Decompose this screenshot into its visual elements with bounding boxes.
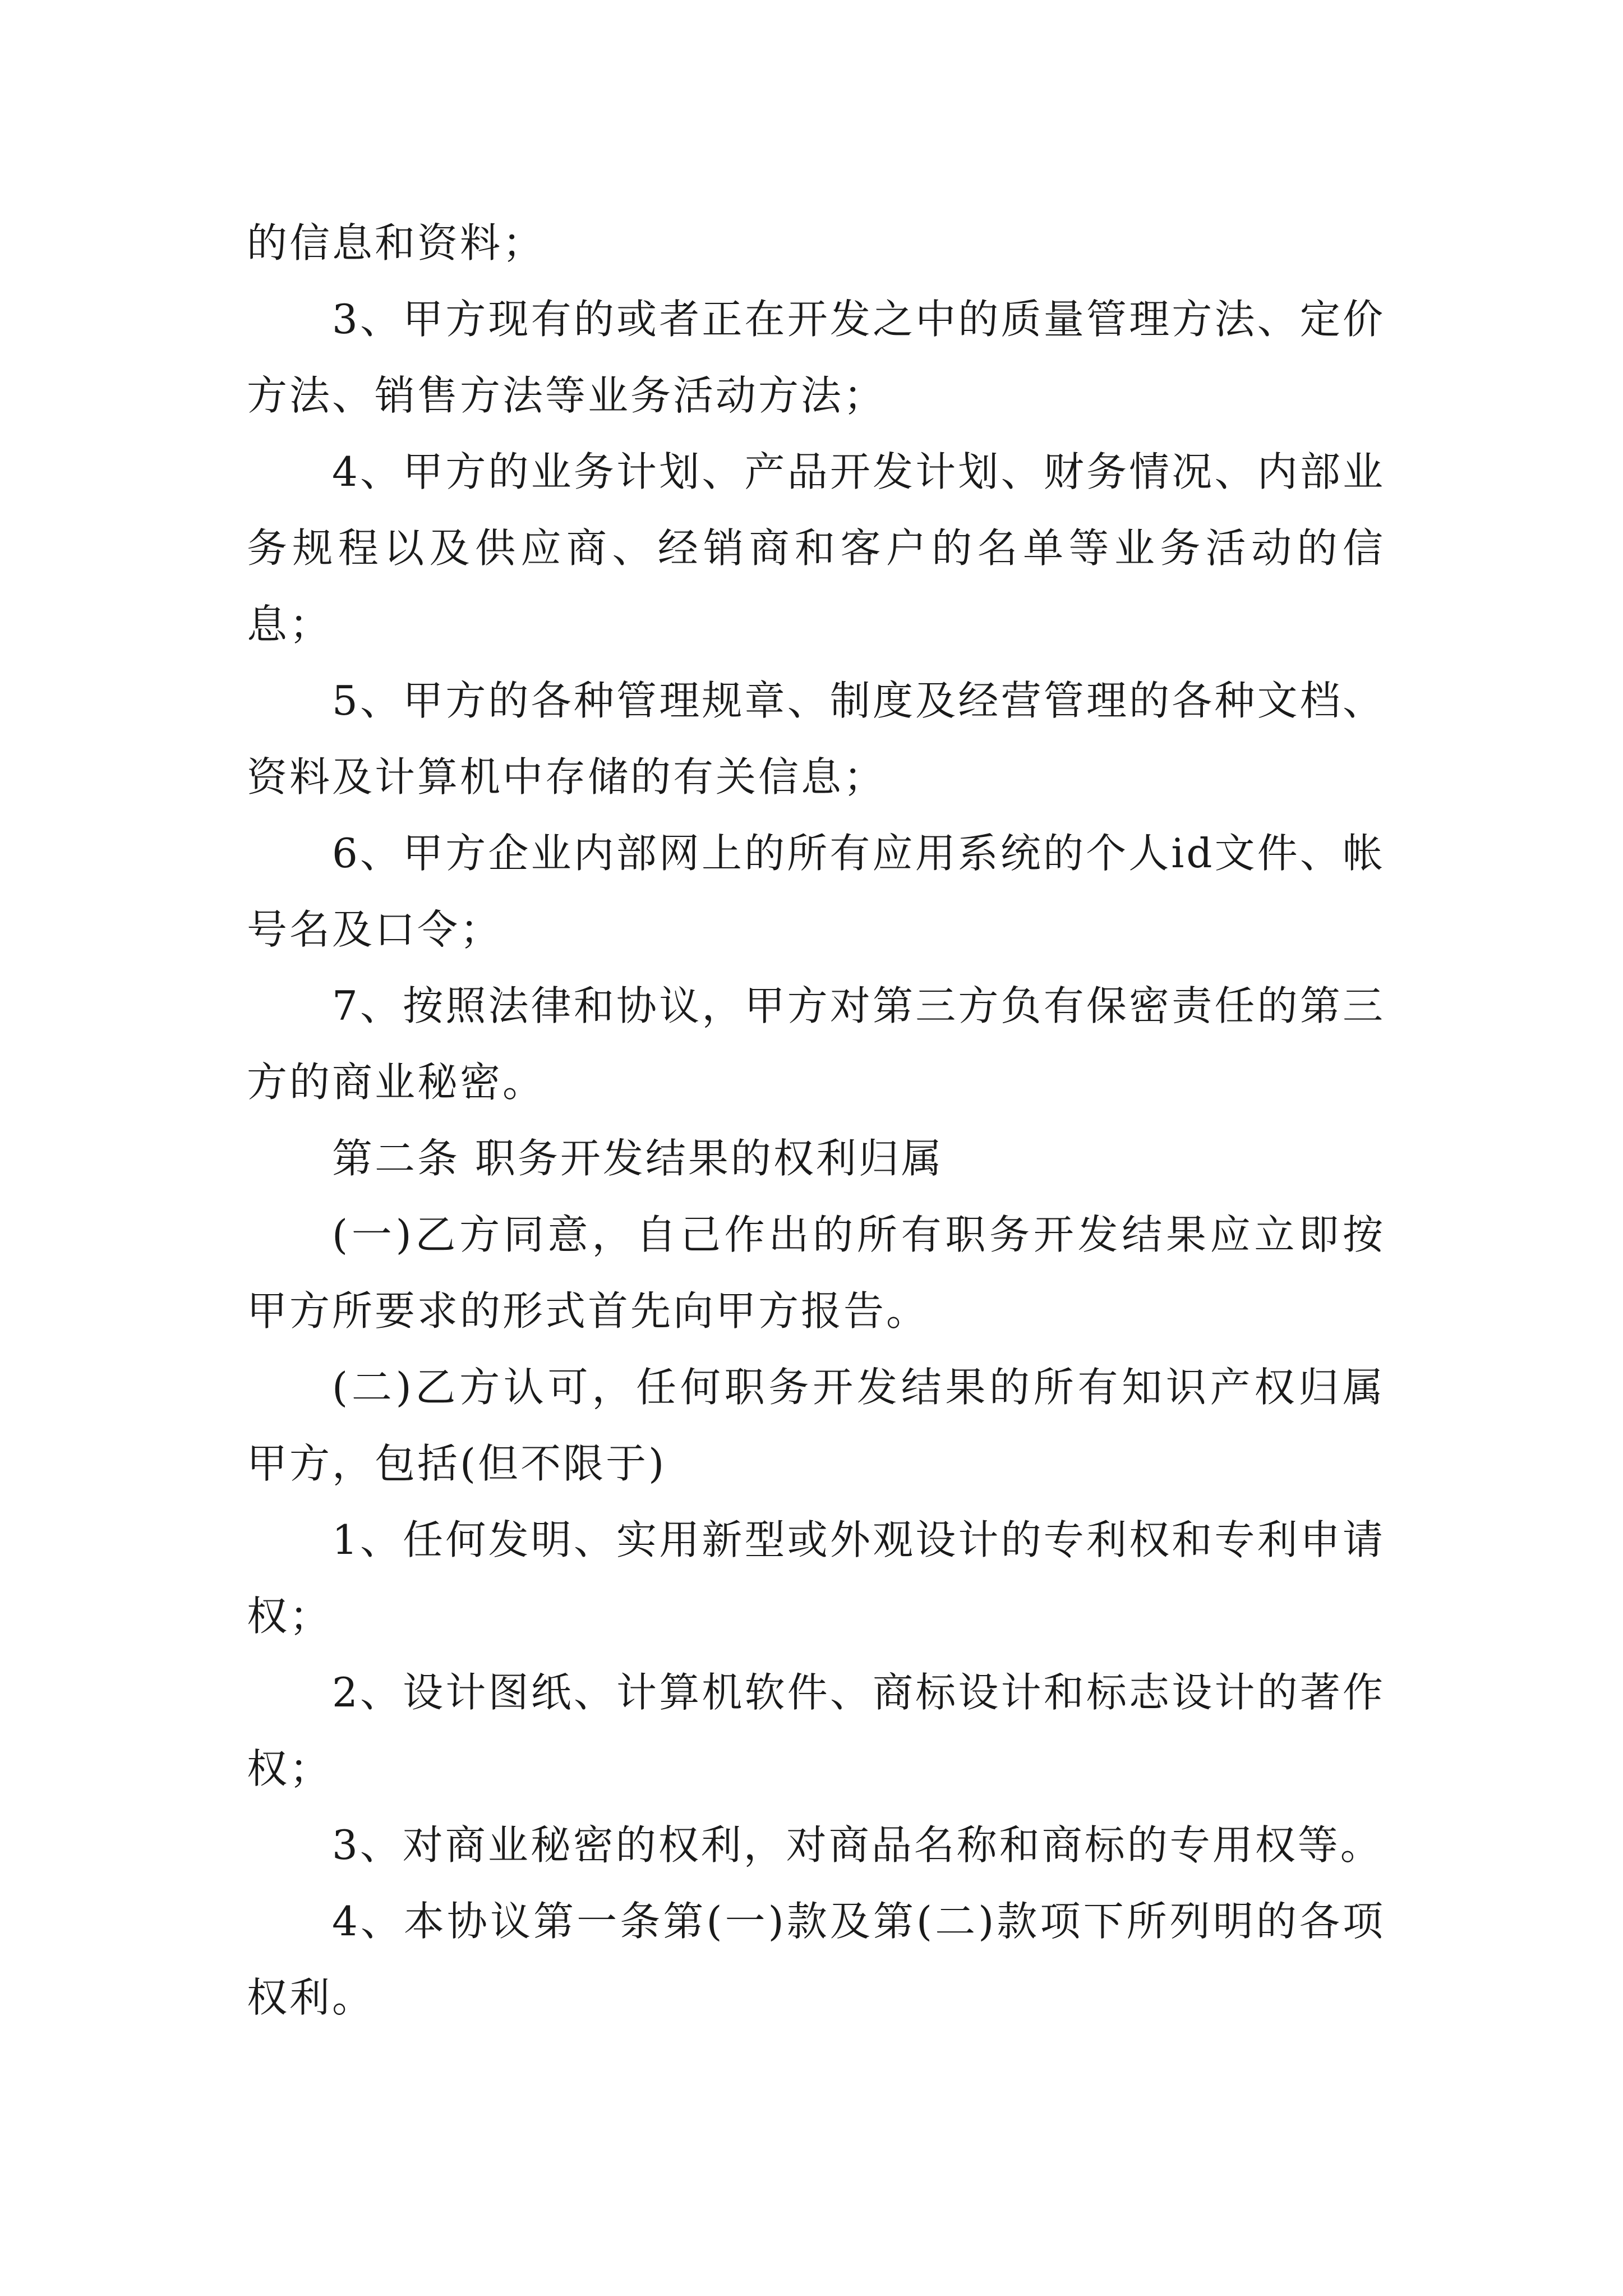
- paragraph-item-5: 5、甲方的各种管理规章、制度及经营管理的各种文档、资料及计算机中存储的有关信息；: [247, 677, 1385, 800]
- rights-item-1: 1、任何发明、实用新型或外观设计的专利权和专利申请权；: [247, 1516, 1385, 1640]
- paragraph-continuation: 的信息和资料；: [247, 219, 546, 266]
- article-heading: 第二条 职务开发结果的权利归属: [332, 1135, 944, 1182]
- paragraph-item-3: 3、甲方现有的或者正在开发之中的质量管理方法、定价方法、销售方法等业务活动方法；: [247, 296, 1385, 419]
- clause-two: (二)乙方认可，任何职务开发结果的所有知识产权归属甲方，包括(但不限于): [247, 1364, 1385, 1487]
- paragraph-item-7: 7、按照法律和协议，甲方对第三方负有保密责任的第三方的商业秘密。: [247, 982, 1385, 1106]
- rights-item-2: 2、设计图纸、计算机软件、商标设计和标志设计的著作权；: [247, 1669, 1385, 1792]
- document-body: [247, 205, 1385, 2036]
- paragraph-item-6: 6、甲方企业内部网上的所有应用系统的个人id文件、帐号名及口令；: [247, 830, 1385, 953]
- clause-one: (一)乙方同意，自己作出的所有职务开发结果应立即按甲方所要求的形式首先向甲方报告。: [247, 1211, 1385, 1335]
- rights-item-4: 4、本协议第一条第(一)款及第(二)款项下所列明的各项权利。: [247, 1898, 1385, 2021]
- rights-item-3: 3、对商业秘密的权利，对商品名称和商标的专用权等。: [332, 1821, 1383, 1869]
- paragraph-item-4: 4、甲方的业务计划、产品开发计划、财务情况、内部业务规程以及供应商、经销商和客户的名单等业务活动的信息；: [247, 448, 1385, 648]
